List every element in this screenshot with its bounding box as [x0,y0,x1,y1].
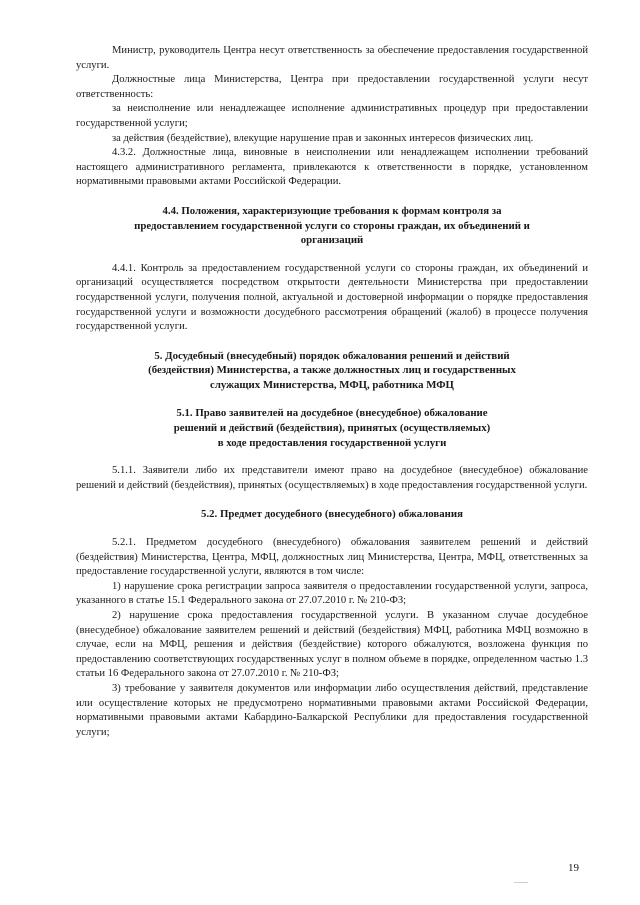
heading-4-4-line3: организаций [300,234,364,247]
paragraph-5-1-1: 5.1.1. Заявители либо их представители имеют право на досудебное (внесудебное) обжалование решений и действий (бездействия), принятых (осуществляемых) в ходе предоставления государственной услуги. [76,465,588,491]
heading-5-1-line1: 5.1. Право заявителей на досудебное (внесудебное) обжалование [176,407,488,420]
page-number: 19 [568,862,579,874]
heading-5-line1: 5. Досудебный (внесудебный) порядок обжалования решений и действий [154,349,510,362]
paragraph-nonperformance: за неисполнение или ненадлежащее исполнение административных процедур при предоставлении государственной услуги; [76,103,588,129]
paragraph-minister-responsibility: Министр, руководитель Центра несут ответственность за обеспечение предоставления государственной услуги. [76,45,588,71]
list-item-3: 3) требование у заявителя документов или информации либо осуществления действий, представление или осуществление которых не предусмотрено нормативными правовыми актами Российской Федерации, нормативными правовыми актами Кабардино-Балкарской Республики для предоставления государственной услуги; [76,682,588,738]
heading-5-2: 5.2. Предмет досудебного (внесудебного) обжалования [201,508,463,521]
heading-5-1-line2: решений и действий (бездействия), принятых (осуществляемых) [173,422,491,435]
scan-mark [514,882,528,883]
document-page [76,44,588,740]
list-item-2: 2) нарушение срока предоставления государственной услуги. В указанном случае досудебное (внесудебное) обжалование заявителем решений и действий (бездействия) МФЦ, работника МФЦ возможно в случае, если на МФЦ, решения и действия (бездействие) которого обжалуются, возложена функция по предоставлению соответствующих государственных услуг в полном объеме в порядке, определенном частью 1.3 статьи 16 Федерального закона от 27.07.2010 г. № 210-ФЗ; [76,610,588,680]
heading-5-line3: служащих Министерства, МФЦ, работника МФЦ [210,378,454,391]
paragraph-4-3-2: 4.3.2. Должностные лица, виновные в неисполнении или ненадлежащем исполнении требований настоящего административного регламента, привлекаются к ответственности в порядке, установленном нормативными правовыми актами Российской Федерации. [76,147,588,188]
heading-4-4-line1: 4.4. Положения, характеризующие требования к формам контроля за [162,204,502,217]
paragraph-5-2-1: 5.2.1. Предметом досудебного (внесудебного) обжалования заявителем решений и действий (бездействия) Министерства, Центра, МФЦ, должностных лиц Министерства, Центра, МФЦ, ответственных за предоставление государственной услуги, являются в том числе: [76,537,588,578]
list-item-1: 1) нарушение срока регистрации запроса заявителя о предоставлении государственной услуги, запроса, указанного в статье 15.1 Федерального закона от 27.07.2010 г. № 210-ФЗ; [76,580,588,607]
heading-5-1-line3: в ходе предоставления государственной услуги [217,436,447,449]
paragraph-officials-responsibility: Должностные лица Министерства, Центра при предоставлении государственной услуги несут ответственность: [76,74,588,100]
paragraph-actions-inaction: за действия (бездействие), влекущие нарушение прав и законных интересов физических лиц. [112,132,534,144]
heading-4-4-line2: предоставлением государственной услуги со стороны граждан, их объединений и [134,219,530,232]
heading-5-line2: (бездействия) Министерства, а также должностных лиц и государственных [148,364,516,377]
paragraph-4-4-1: 4.4.1. Контроль за предоставлением государственной услуги со стороны граждан, их объединений и организаций осуществляется посредством открытости деятельности Министерства при предоставлении государственной услуги, получения полной, актуальной и достоверной информации о порядке предоставления государственной услуги и возможности досудебного рассмотрения обращений (жалоб) в процессе получения государственной услуги. [76,262,588,333]
